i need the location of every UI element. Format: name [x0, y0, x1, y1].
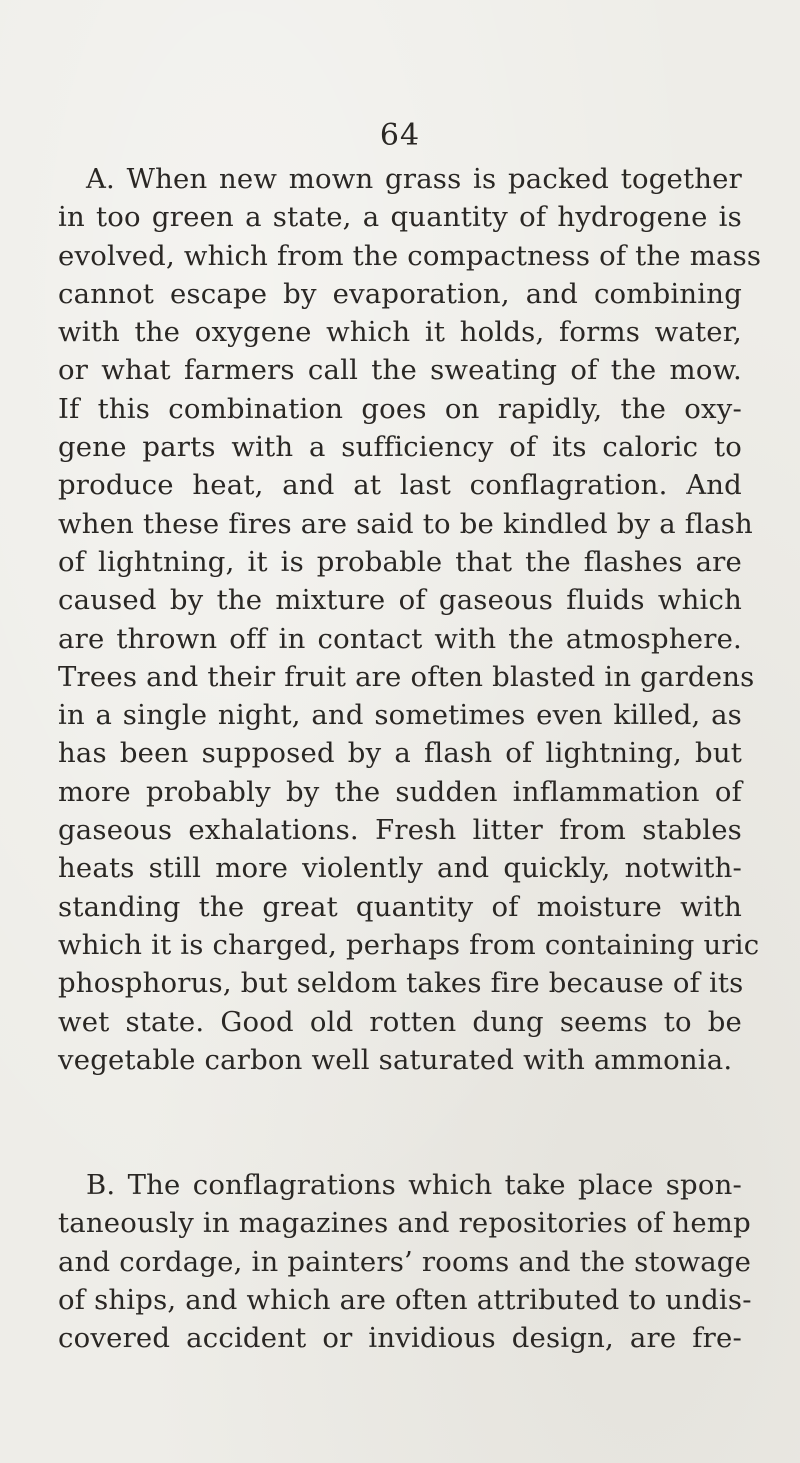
paragraph-a — [58, 160, 762, 1079]
text-line: gaseous exhalations. Fresh litter from stables — [58, 814, 742, 847]
text-line: or what farmers call the sweating of the mow. — [58, 354, 742, 387]
text-line: B. The conflagrations which take place spon- — [86, 1169, 742, 1201]
text-line: A. When new mown grass is packed together — [86, 163, 742, 195]
text-line: of lightning, it is probable that the flashes are — [58, 545, 742, 578]
text-line: and cordage, in painters’ rooms and the stowage — [58, 1245, 752, 1278]
text-line: has been supposed by a flash of lightning, but — [58, 737, 742, 770]
text-line: produce heat, and at last conflagration. And — [58, 469, 742, 502]
text-line: in a single night, and sometimes even killed, as — [58, 699, 742, 732]
text-line: cannot escape by evaporation, and combining — [58, 277, 742, 310]
text-line: phosphorus, but seldom takes fire because of its — [58, 967, 744, 1000]
text-line: of ships, and which are often attributed to undis- — [58, 1283, 752, 1316]
page-number: 64 — [379, 118, 421, 153]
text-line: wet state. Good old rotten dung seems to be — [58, 1005, 742, 1038]
paragraph-b — [58, 1166, 752, 1357]
text-line: evolved, which from the compactness of the mass — [58, 239, 762, 272]
text-line: in too green a state, a quantity of hydrogene is — [58, 201, 742, 234]
text-line: gene parts with a sufficiency of its caloric to — [58, 431, 742, 464]
text-line: when these fires are said to be kindled by a flash — [58, 507, 753, 540]
text-line: more probably by the sudden inflammation of — [58, 775, 742, 808]
text-line: standing the great quantity of moisture with — [58, 890, 742, 923]
text-line: taneously in magazines and repositories of hemp — [58, 1207, 751, 1240]
text-line: vegetable carbon well saturated with ammonia. — [58, 1043, 733, 1076]
text-line: Trees and their fruit are often blasted in gardens — [58, 660, 755, 693]
text-line: covered accident or invidious design, are fre- — [58, 1322, 742, 1355]
text-line: are thrown off in contact with the atmosphere. — [58, 622, 742, 655]
text-line: If this combination goes on rapidly, the oxy- — [58, 392, 742, 425]
text-line: with the oxygene which it holds, forms water, — [58, 316, 742, 349]
text-line: which it is charged, perhaps from containing uric — [58, 928, 760, 961]
text-line: heats still more violently and quickly, notwith- — [58, 852, 742, 885]
text-line: caused by the mixture of gaseous fluids which — [58, 584, 742, 617]
